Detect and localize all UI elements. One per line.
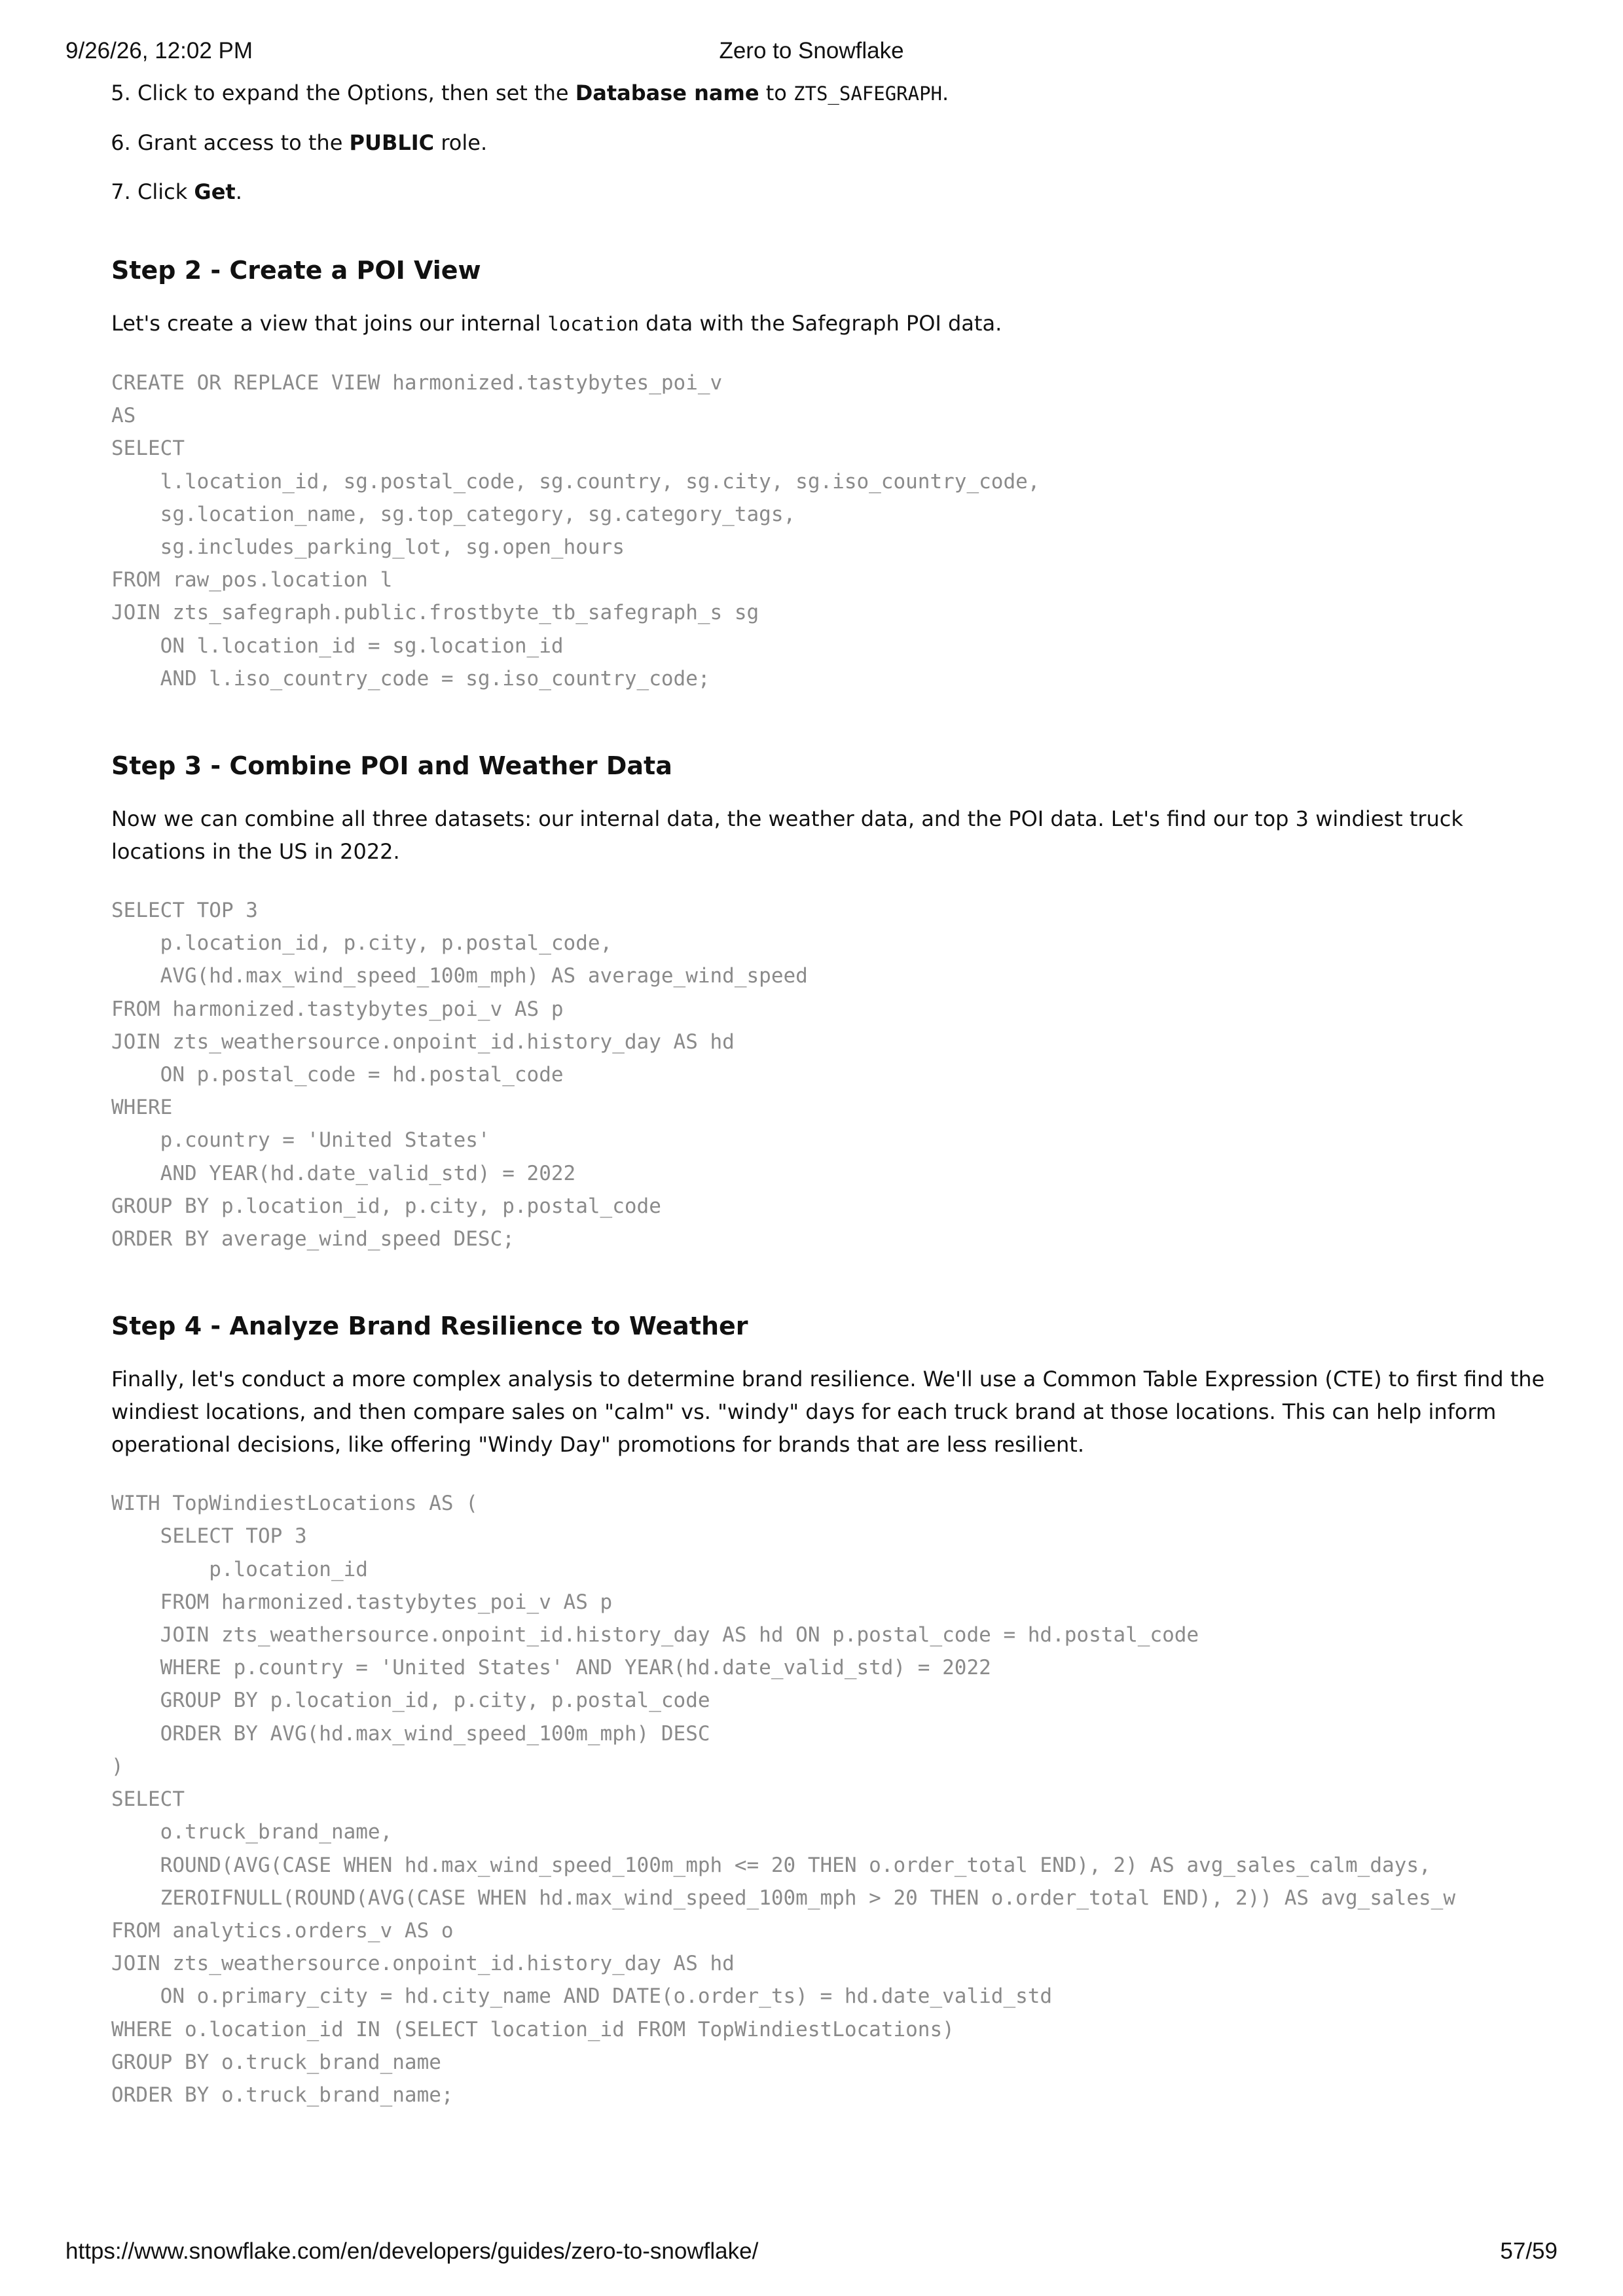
page-url: https://www.snowflake.com/en/developers/guides/zero-to-snowflake/ [65,2238,759,2264]
list-item: 5. Click to expand the Options, then set the Database name to ZTS_SAFEGRAPH. [137,77,1558,109]
guide-content [111,77,1558,2111]
print-datetime: 9/26/26, 12:02 PM [65,38,253,63]
print-header [65,38,1558,71]
print-page-title: Zero to Snowflake [719,38,904,63]
section-heading-step-4: Step 4 - Analyze Brand Resilience to Weather [111,1312,748,1341]
section-heading-step-2: Step 2 - Create a POI View [111,256,481,285]
code-block: CREATE OR REPLACE VIEW harmonized.tastybytes_poi_v AS SELECT l.location_id, sg.postal_code, sg.country, sg.city, sg.iso_country_code, sg.location_name, sg.top_category, sg.category_tags, sg.includes_parking_lot, sg.open_hours FROM raw_pos.location l JOIN zts_safegraph.public.frostbyte_tb_safegraph_s sg ON l.location_id = sg.location_id AND l.iso_country_code = sg.iso_country_code; [111,371,1040,691]
bold-term: Get [194,179,236,204]
inline-code: ZTS_SAFEGRAPH [793,82,943,105]
list-item: 7. Click Get. [137,176,1558,207]
section-paragraph: Let's create a view that joins our internal location data with the Safegraph POI data. [111,311,1002,336]
code-block: SELECT TOP 3 p.location_id, p.city, p.postal_code, AVG(hd.max_wind_speed_100m_mph) AS average_wind_speed FROM harmonized.tastybytes_poi_v AS p JOIN zts_weathersource.onpoint_id.history_day AS hd ON p.postal_code = hd.postal_code WHERE p.country = 'United States' AND YEAR(hd.date_valid_std) = 2022 GROUP BY p.location_id, p.city, p.postal_code ORDER BY average_wind_speed DESC; [111,899,808,1251]
page-number: 57/59 [1500,2238,1558,2264]
list-item: 6. Grant access to the PUBLIC role. [137,127,1558,158]
section-paragraph: Now we can combine all three datasets: our internal data, the weather data, and the POI data. Let's find our top 3 windiest truck locations in the US in 2022. [111,806,1463,865]
bold-term: PUBLIC [349,130,435,155]
section-paragraph: Finally, let's conduct a more complex analysis to determine brand resilience. We'll use a Common Table Expression (CTE) to first find the windiest locations, and then compare sales on "calm" vs. "windy" days for each truck brand at those locations. This can help inform operational decisions, like offering "Windy Day" promotions for brands that are less resilient. [111,1367,1545,1458]
code-block: WITH TopWindiestLocations AS ( SELECT TOP 3 p.location_id FROM harmonized.tastybytes_poi_v AS p JOIN zts_weathersource.onpoint_id.history_day AS hd ON p.postal_code = hd.postal_code WHERE p.country = 'United States' AND YEAR(hd.date_valid_std) = 2022 GROUP BY p.location_id, p.city, p.postal_code ORDER BY AVG(hd.max_wind_speed_100m_mph) DESC ) SELECT o.truck_brand_name, ROUND(AVG(CASE WHEN hd.max_wind_speed_100m_mph <= 20 THEN o.order_total END), 2) AS avg_sales_calm_days, ZEROIFNULL(ROUND(AVG(CASE WHEN hd.max_wind_speed_100m_mph > 20 THEN o.order_total END), 2)) AS avg_sales_w FROM analytics.orders_v AS o JOIN zts_weathersource.onpoint_id.history_day AS hd ON o.primary_city = hd.city_name AND DATE(o.order_ts) = hd.date_valid_std WHERE o.location_id IN (SELECT location_id FROM TopWindiestLocations) GROUP BY o.truck_brand_name ORDER BY o.truck_brand_name; [111,1492,1455,2107]
section-heading-step-3: Step 3 - Combine POI and Weather Data [111,751,672,781]
bold-term: Database name [575,81,759,105]
print-footer [65,2238,1558,2271]
inline-code: location [547,313,639,335]
steps-list [111,77,1558,207]
